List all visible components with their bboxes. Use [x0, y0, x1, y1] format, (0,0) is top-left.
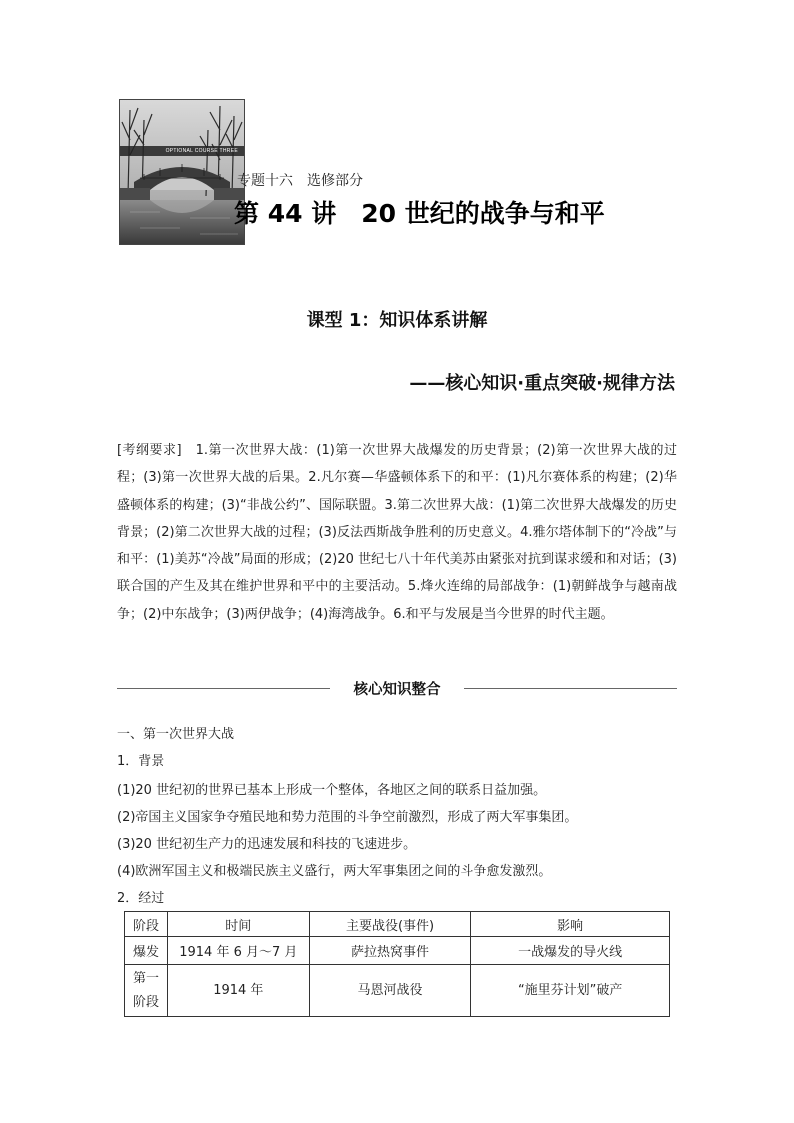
- photo-caption: OPTIONAL COURSE THREE: [165, 148, 238, 154]
- section-divider-left: [117, 688, 330, 689]
- table-header-row: [125, 912, 670, 937]
- process-title: 2．经过: [117, 891, 165, 906]
- subject-label: 专题十六 选修部分: [237, 173, 363, 189]
- lesson-subtitle: ——核心知识·重点突破·规律方法: [409, 373, 675, 394]
- background-item: (4)欧洲军国主义和极端民族主义盛行，两大军事集团之间的斗争愈发激烈。: [117, 864, 552, 879]
- table-cell: 1914 年 6 月～7 月: [167, 937, 309, 965]
- stage-line: 第一: [132, 970, 159, 986]
- lesson-type-heading: 课型 1：知识体系讲解: [306, 310, 488, 331]
- section-heading: 核心知识整合: [330, 678, 464, 699]
- table-header-cell: 阶段: [125, 912, 168, 937]
- table-header-cell: 时间: [167, 912, 309, 937]
- table-cell: 萨拉热窝事件: [309, 937, 471, 965]
- table-header-cell: 影响: [471, 912, 670, 937]
- header-photo: [119, 99, 245, 245]
- canal-bridge-image: [120, 100, 244, 244]
- table-header-cell: 主要战役(事件): [309, 912, 471, 937]
- background-item: (2)帝国主义国家争夺殖民地和势力范围的斗争空前激烈，形成了两大军事集团。: [117, 810, 578, 825]
- part-title: 一、第一次世界大战: [117, 727, 235, 742]
- table-row: [125, 937, 670, 965]
- table-cell: [125, 965, 168, 1017]
- stage-line: 阶段: [132, 994, 159, 1010]
- ww1-process-table: [124, 911, 670, 1017]
- section-divider-right: [464, 688, 677, 689]
- table-cell: “施里芬计划”破产: [471, 965, 670, 1017]
- syllabus-paragraph: [考纲要求] 1.第一次世界大战：(1)第一次世界大战爆发的历史背景；(2)第一次世界大战的过程；(3)第一次世界大战的后果。2.凡尔赛—华盛顿体系下的和平：(1)凡尔赛体系的构建；(2)华盛顿体系的构建；(3)“非战公约”、国际联盟。3.第二次世界大战：(1)第二次世界大战爆发的历史背景；(2)第二次世界大战的过程；(3)反法西斯战争胜利的历史意义。4.雅尔塔体制下的“冷战”与和平：(1)美苏“冷战”局面的形成；(2)20 世纪七八十年代美苏由紧张对抗到谋求缓和和对话；(3)联合国的产生及其在维护世界和平中的主要活动。5.烽火连绵的局部战争：(1)朝鲜战争与越南战争；(2)中东战争；(3)两伊战争；(4)海湾战争。6.和平与发展是当今世界的时代主题。: [117, 443, 677, 622]
- table-cell: 一战爆发的导火线: [471, 937, 670, 965]
- background-title: 1．背景: [117, 754, 165, 769]
- table-row: [125, 965, 670, 1017]
- table-cell: 马恩河战役: [309, 965, 471, 1017]
- table-cell: 爆发: [125, 937, 168, 965]
- table-cell: 1914 年: [167, 965, 309, 1017]
- background-item: (1)20 世纪初的世界已基本上形成一个整体，各地区之间的联系日益加强。: [117, 783, 547, 798]
- background-item: (3)20 世纪初生产力的迅速发展和科技的飞速进步。: [117, 837, 417, 852]
- lecture-title: 第 44 讲 20 世纪的战争与和平: [234, 199, 605, 228]
